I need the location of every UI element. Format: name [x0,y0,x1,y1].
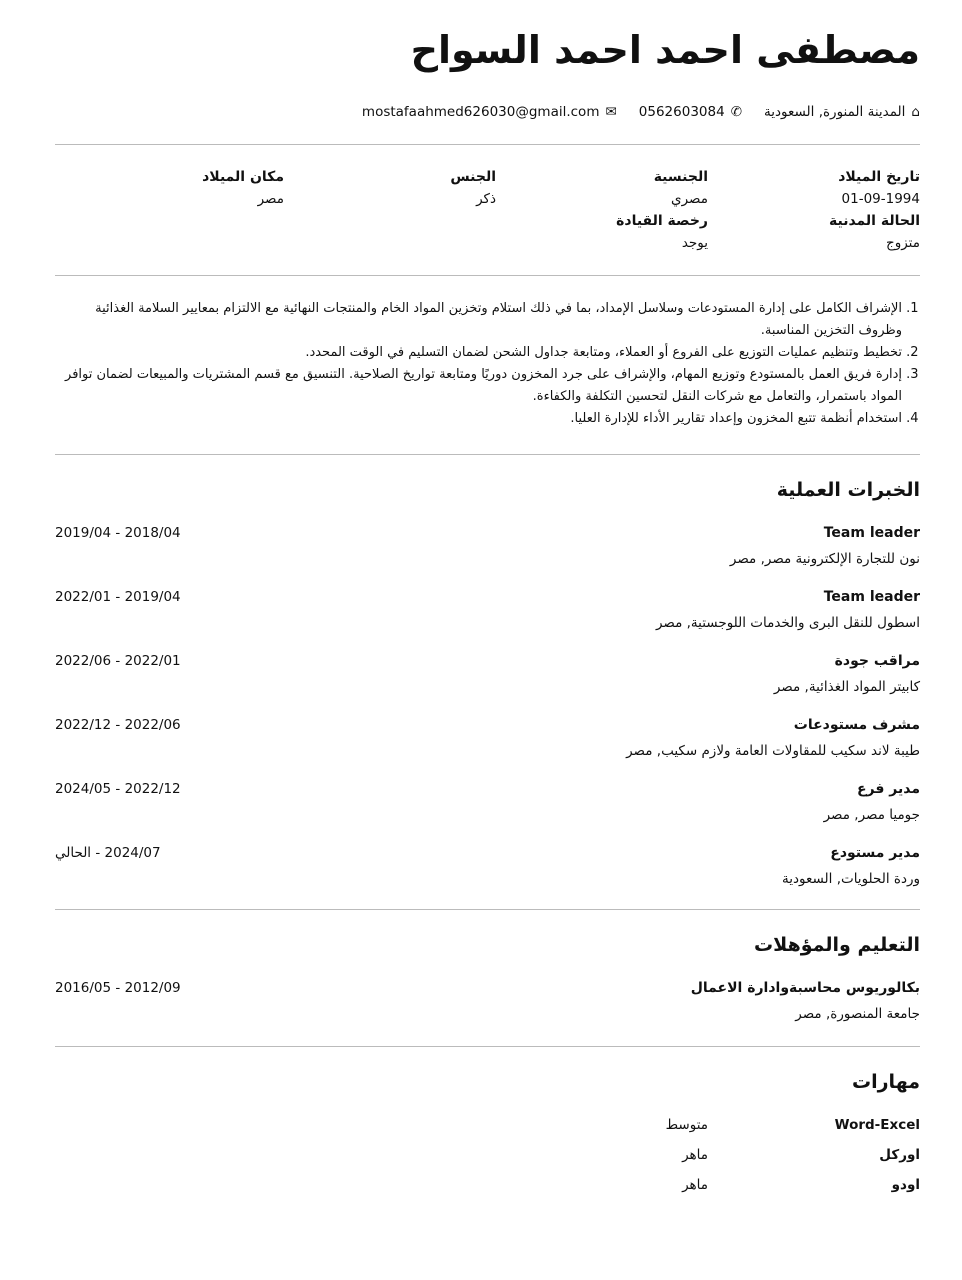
dates: 2022/12 - 2024/05 [55,781,181,797]
skill-name: اودو [891,1177,920,1193]
experience-list [55,525,920,887]
summary-item: 4. استخدام أنظمة تتبع المخزون وإعداد تقارير الأداء للإدارة العليا. [55,408,902,430]
job-title: مدير مستودع [830,845,920,861]
company: كابيتر المواد الغذائية, مصر [773,679,920,695]
summary-list [55,298,920,430]
phone: 0562603084 [638,104,725,120]
personal-info [55,169,920,251]
company: اسطول للنقل البرى والخدمات اللوجستية, مصر [655,615,920,631]
divider [55,1046,920,1047]
education-heading: التعليم والمؤهلات [754,934,920,956]
skill-level: ماهر [682,1177,708,1193]
info-value: مصري [671,191,708,207]
experience-item [55,845,920,887]
home-icon: ⌂ [911,104,920,120]
divider [55,144,920,145]
skill-name: اوركل [879,1147,920,1163]
mail-icon: ✉ [605,104,617,120]
candidate-name: مصطفى احمد احمد السواح [410,28,920,72]
divider [55,909,920,910]
skill-item [55,1177,920,1193]
info-value: ذكر [476,191,496,207]
job-title: Team leader [823,589,920,605]
info-label: الجنس [450,169,496,185]
experience-item [55,781,920,823]
dates: 2022/01 - 2022/06 [55,653,181,669]
experience-item [55,653,920,695]
company: نون للتجارة الإلكترونية مصر, مصر [729,551,920,567]
skills-heading: مهارات [852,1071,920,1093]
experience-item [55,589,920,631]
info-label: الحالة المدنية [828,213,920,229]
info-value: مصر [257,191,284,207]
company: طيبة لاند سكيب للمقاولات العامة ولازم سكيب, مصر [626,743,920,759]
degree: بكالوريوس محاسبةوادارة الاعمال [690,980,920,996]
dates: 2012/09 - 2016/05 [55,980,181,996]
skill-level: ماهر [682,1147,708,1163]
phone-icon: ✆ [730,104,742,120]
experience-heading: الخبرات العملية [776,479,920,501]
dates: 2019/04 - 2022/01 [55,589,181,605]
contact-bar [55,104,920,120]
email[interactable]: mostafaahmed626030@gmail.com [361,104,600,120]
divider [55,275,920,276]
info-value: 01-09-1994 [841,191,920,207]
school: جامعة المنصورة, مصر [795,1006,920,1022]
info-label: تاريخ الميلاد [838,169,920,185]
skill-item [55,1147,920,1163]
info-label: الجنسية [653,169,708,185]
job-title: Team leader [823,525,920,541]
info-value: متزوج [886,235,920,251]
experience-item [55,525,920,567]
info-value: يوجد [681,235,708,251]
divider [55,454,920,455]
company: جوميا مصر, مصر [823,807,920,823]
job-title: مراقب جودة [834,653,920,669]
skill-item [55,1117,920,1133]
address: المدينة المنورة, السعودية [764,104,906,120]
skills-list [55,1117,920,1193]
info-label: رخصة القيادة [616,213,708,229]
summary-item: 1. الإشراف الكامل على إدارة المستودعات وسلاسل الإمداد، بما في ذلك استلام وتخزين المواد الخام والمنتجات النهائية مع الالتزام بمعايير السلامة الغذائية وظروف التخزين المناسبة. [55,298,902,342]
experience-item [55,717,920,759]
job-title: مشرف مستودعات [793,717,920,733]
education-item [55,980,920,1022]
info-label: مكان الميلاد [202,169,284,185]
dates: 2022/06 - 2022/12 [55,717,181,733]
dates: 2024/07 - الحالي [55,845,161,861]
dates: 2018/04 - 2019/04 [55,525,181,541]
company: وردة الحلويات, السعودية [782,871,920,887]
summary-item: 2. تخطيط وتنظيم عمليات التوزيع على الفروع أو العملاء، ومتابعة جداول الشحن لضمان التسليم في الوقت المحدد. [55,342,902,364]
summary-item: 3. إدارة فريق العمل بالمستودع وتوزيع المهام، والإشراف على جرد المخزون دوريًا ومتابعة تواريخ الصلاحية. التنسيق مع قسم المشتريات والمبيعات لضمان توافر المواد باستمرار، والتعامل مع شركات النقل لتحسين التكلفة والكفاءة. [55,364,902,408]
skill-level: متوسط [665,1117,708,1133]
job-title: مدير فرع [856,781,920,797]
skill-name: Word-Excel [834,1117,920,1133]
